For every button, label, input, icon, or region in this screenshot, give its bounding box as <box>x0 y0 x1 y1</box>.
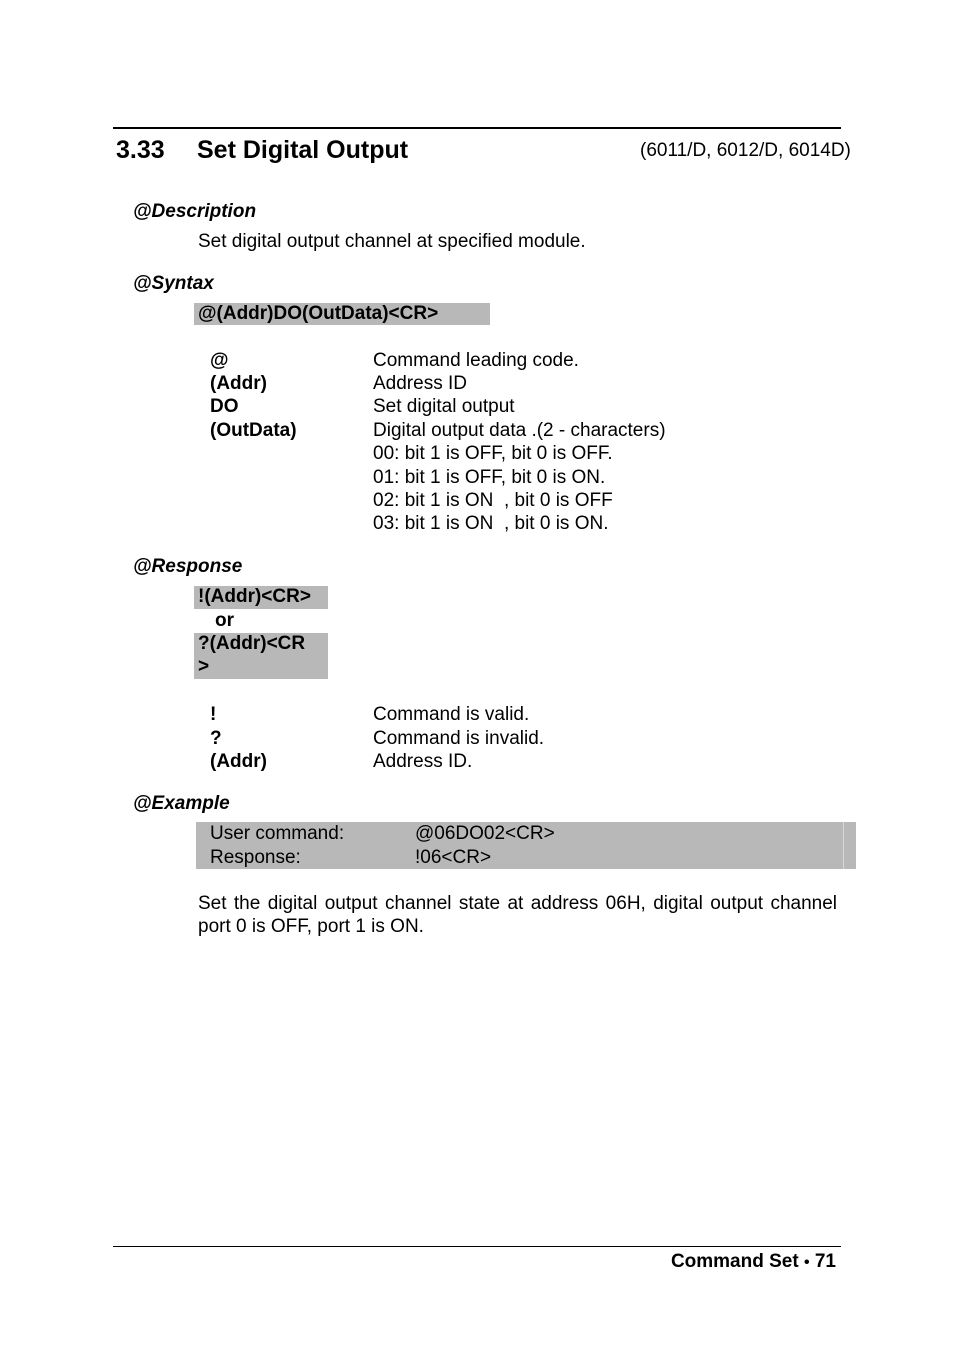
response-param-desc: Address ID. <box>373 751 473 772</box>
response-param-name: ! <box>210 704 217 725</box>
outdata-value: 03: bit 1 is ON , bit 0 is ON. <box>373 513 609 534</box>
top-rule <box>113 127 841 129</box>
param-name: @ <box>210 350 229 371</box>
page-footer <box>671 1251 836 1273</box>
param-desc: Address ID <box>373 373 467 394</box>
section-number: 3.33 <box>116 136 165 164</box>
response-invalid-cont: > <box>198 656 210 677</box>
section-models: (6011/D, 6012/D, 6014D) <box>640 140 851 161</box>
footer-text: Command Set <box>670 1251 799 1272</box>
response-valid: !(Addr)<CR> <box>198 586 311 607</box>
example-value: !06<CR> <box>415 847 492 868</box>
response-param-name: (Addr) <box>210 751 267 772</box>
bottom-rule <box>113 1246 841 1247</box>
outdata-value: 02: bit 1 is ON , bit 0 is OFF <box>373 490 613 511</box>
example-value: @06DO02<CR> <box>415 823 555 844</box>
footer-bullet: • <box>803 1254 810 1271</box>
example-label: User command: <box>210 823 345 844</box>
param-desc: Command leading code. <box>373 350 579 371</box>
syntax-command: @(Addr)DO(OutData)<CR> <box>198 303 439 324</box>
example-box-divider <box>843 822 844 869</box>
param-desc: Digital output data .(2 - characters) <box>373 420 666 441</box>
example-explanation: Set the digital output channel state at address 06H, digital output channel port 0 is OFF, port 1 is ON. <box>198 893 837 937</box>
syntax-heading: @Syntax <box>133 273 214 294</box>
example-label: Response: <box>210 847 301 868</box>
page-number: 71 <box>814 1251 836 1272</box>
param-desc: Set digital output <box>373 396 515 417</box>
response-or: or <box>215 610 234 631</box>
param-name: (Addr) <box>210 373 267 394</box>
description-text: Set digital output channel at specified module. <box>198 231 586 252</box>
response-heading: @Response <box>133 556 243 577</box>
example-heading: @Example <box>133 793 230 814</box>
response-param-name: ? <box>210 728 222 749</box>
description-heading: @Description <box>133 201 257 222</box>
section-title: Set Digital Output <box>197 136 409 164</box>
response-param-desc: Command is invalid. <box>373 728 545 749</box>
outdata-value: 01: bit 1 is OFF, bit 0 is ON. <box>373 467 606 488</box>
outdata-value: 00: bit 1 is OFF, bit 0 is OFF. <box>373 443 613 464</box>
response-invalid: ?(Addr)<CR <box>198 633 306 654</box>
response-param-desc: Command is valid. <box>373 704 530 725</box>
param-name: DO <box>210 396 239 417</box>
param-name: (OutData) <box>210 420 297 441</box>
